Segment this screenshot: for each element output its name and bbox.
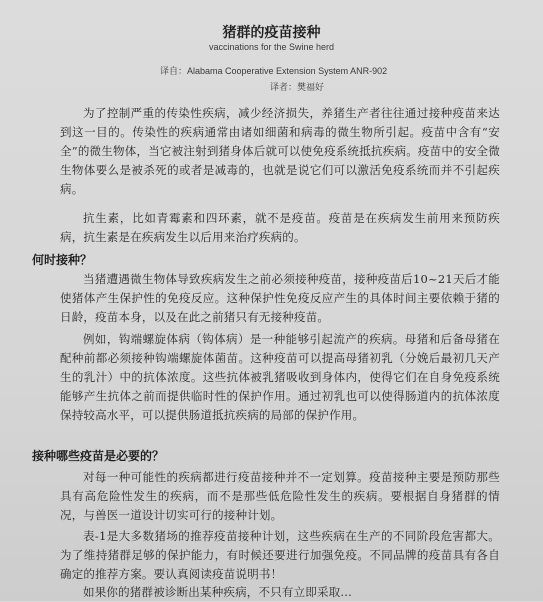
- heading-when-to-vaccinate: 何时接种？: [32, 253, 93, 267]
- paragraph-example: 例如，钩端螺旋体病（钩体病）是一种能够引起流产的疾病。母猪和后备母猪在配种前都必须接种钩端螺旋体菌苗。这种疫苗可以提高母猪初乳（分娩后最初几天产生的乳汁）中的抗体浓度。这些抗体被乳猪吸收到身体内，使得它们在自身免疫系统能够产生抗体之前而提供临时性的保护作用。通过初乳也可以使得肠道内的抗体浓度保持较高水平，可以提供肠道抵抗疾病的局部的保护作用。: [60, 332, 500, 422]
- paragraph-table: 表-1是大多数猪场的推荐疫苗接种计划，这些疾病在生产的不同阶段危害都大。为了维持猪群足够的保护能力，有时候还要进行加强免疫。不同品牌的疫苗具有各自确定的推荐方案。要认真阅读疫苗说明书！: [60, 529, 500, 581]
- paragraph-antibiotics: 抗生素，比如青霉素和四环素，就不是疫苗。疫苗是在疾病发生前用来预防疾病，抗生素是在疾病发生以后用来治疗疾病的。: [60, 211, 500, 244]
- paragraph-intro: 为了控制严重的传染性疾病，减少经济损失，养猪生产者往往通过接种疫苗来达到这一目的。传染性的疾病通常由诸如细菌和病毒的微生物所引起。疫苗中含有“安全”的微生物体，当它被注射到猪身体后就可以使免疫系统抵抗疾病。疫苗中的安全微生物体要么是被杀死的或者是减毒的，也就是说它们可以激活免疫系统而并不引起疾病。: [60, 106, 500, 196]
- page-subtitle: vaccinations for the Swine herd: [208, 42, 335, 52]
- source-line: 译自：Alabama Cooperative Extension System ANR-902: [160, 66, 388, 76]
- paragraph-diagnosis: 如果你的猪群被诊断出某种疾病，不只有立即采取...: [83, 585, 352, 599]
- page-title: 猪群的疫苗接种: [222, 25, 321, 41]
- paragraph-cost: 对每一种可能性的疾病都进行疫苗接种并不一定划算。疫苗接种主要是预防那些具有高危险性发生的疾病，而不是那些低危险性发生的疾病。要根据自身猪群的情况，与兽医一道设计切实可行的接种计划。: [60, 470, 500, 522]
- translator-line: 译者：樊福好: [270, 82, 325, 92]
- paragraph-timing: 当猪遭遇微生物体导致疾病发生之前必须接种疫苗，接种疫苗后10~21天后才能使猪体产生保护性的免疫反应。这种保护性免疫反应产生的具体时间主要依赖于猪的日龄，疫苗本身，以及在此之前猪只有无接种疫苗。: [60, 272, 500, 324]
- heading-which-vaccines: 接种哪些疫苗是必要的？: [32, 449, 165, 463]
